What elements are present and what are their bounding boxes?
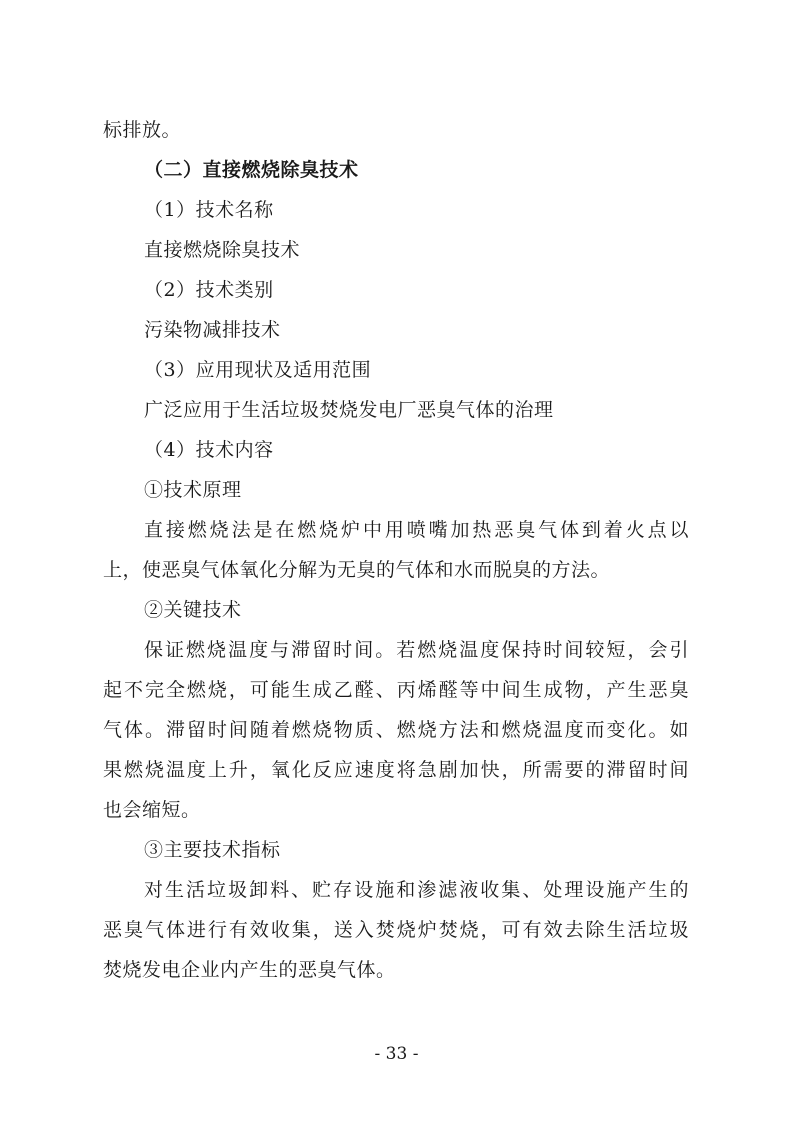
paragraph-line: 上，使恶臭气体氧化分解为无臭的气体和水而脱臭的方法。	[103, 559, 611, 581]
subheading-application: （3）应用现状及适用范围	[144, 359, 372, 381]
paragraph-line: 焚烧发电企业内产生的恶臭气体。	[103, 959, 396, 981]
subheading-key-tech: ②关键技术	[144, 599, 242, 621]
paragraph-line: 也会缩短。	[103, 799, 201, 821]
subheading-indicators: ③主要技术指标	[144, 839, 281, 861]
subheading-tech-content: （4）技术内容	[144, 439, 274, 461]
subheading-principle: ①技术原理	[144, 479, 242, 501]
paragraph-line: 起不完全燃烧，可能生成乙醛、丙烯醛等中间生成物，产生恶臭	[103, 679, 689, 701]
paragraph-line: 对生活垃圾卸料、贮存设施和渗滤液收集、处理设施产生的	[144, 879, 689, 901]
section-heading: （二）直接燃烧除臭技术	[144, 159, 359, 181]
text-line: 标排放。	[103, 119, 182, 141]
text-line: 广泛应用于生活垃圾焚烧发电厂恶臭气体的治理	[144, 399, 554, 421]
paragraph-line: 气体。滞留时间随着燃烧物质、燃烧方法和燃烧温度而变化。如	[103, 719, 689, 741]
paragraph-line: 恶臭气体进行有效收集，送入焚烧炉焚烧，可有效去除生活垃圾	[103, 919, 689, 941]
text-line: 直接燃烧除臭技术	[144, 239, 301, 261]
paragraph-line: 保证燃烧温度与滞留时间。若燃烧温度保持时间较短，会引	[144, 639, 689, 661]
paragraph-line: 直接燃烧法是在燃烧炉中用喷嘴加热恶臭气体到着火点以	[144, 519, 689, 541]
page-number: - 33 -	[374, 1044, 419, 1064]
paragraph-line: 果燃烧温度上升，氧化反应速度将急剧加快，所需要的滞留时间	[103, 759, 689, 781]
text-line: 污染物减排技术	[144, 319, 281, 341]
subheading-tech-name: （1）技术名称	[144, 199, 274, 221]
subheading-tech-category: （2）技术类别	[144, 279, 274, 301]
